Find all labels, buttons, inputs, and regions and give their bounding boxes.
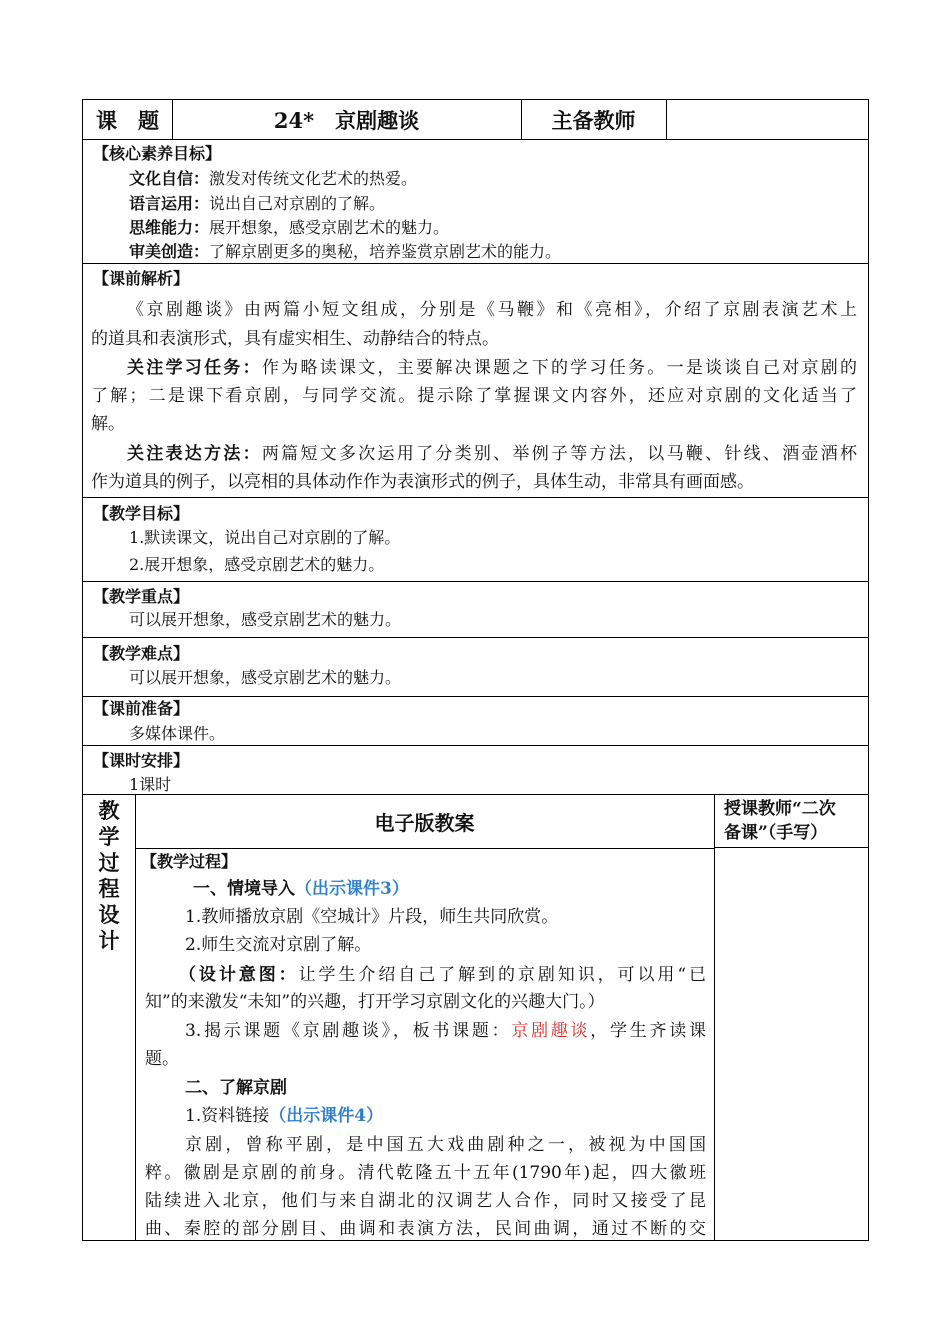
topic-label: 课 题 [83,100,173,139]
core-item: 思维能力：展开想象，感受京剧艺术的魅力。 [129,218,450,237]
process-side-label: 教 学 过 程 设 计 [98,798,120,953]
courseware-tag: （出示课件3） [295,879,409,899]
board-title: 京剧趣谈 [511,1021,591,1041]
process-line: 题。 [145,1049,179,1069]
schedule-text: 1课时 [129,775,172,794]
analysis-text: 解。 [91,414,125,434]
key-points-text: 可以展开想象，感受京剧艺术的魅力。 [129,610,402,629]
difficulty-text: 可以展开想象，感受京剧艺术的魅力。 [129,668,402,687]
analysis-section [83,264,868,498]
analysis-text: 《京剧趣谈》由两篇小短文组成，分别是《马鞭》和《亮相》，介绍了京剧表演艺术上 [127,300,857,320]
lesson-plan-column-title: 电子版教案 [135,795,714,849]
notes-column-title: 授课教师“二次 备课”（手写） [714,795,868,848]
lesson-plan-column [135,795,715,1240]
process-line: 3.揭示课题《京剧趣谈》，板书课题：京剧趣谈，学生齐读课 [185,1021,707,1041]
process-line: 1.教师播放京剧《空城计》片段，师生共同欣赏。 [185,907,559,927]
lesson-title: 24* 京剧趣谈 [172,100,522,139]
key-points-heading: 【教学重点】 [93,587,190,606]
prep-heading: 【课前准备】 [93,699,190,718]
process-heading: 【教学过程】 [141,852,238,871]
reading-text: 粹。徽剧是京剧的前身。清代乾隆五十五年(1790年)起，四大徽班 [145,1163,706,1183]
handwritten-notes-column [714,795,868,1240]
difficulty-heading: 【教学难点】 [93,644,190,663]
core-goals-section [83,139,868,264]
goal-item: 2.展开想象，感受京剧艺术的魅力。 [129,555,385,574]
analysis-text: 关注学习任务：作为略读课文，主要解决课题之下的学习任务。一是谈谈自己对京剧的 [127,358,858,378]
analysis-text: 关注表达方法：两篇短文多次运用了分类别、举例子等方法，以马鞭、针线、酒壶酒杯 [127,444,858,464]
process-section [83,795,868,1240]
key-points-section [83,582,868,638]
teacher-label: 主备教师 [521,100,667,139]
prep-section [83,697,868,746]
teaching-goals-heading: 【教学目标】 [93,504,190,523]
core-item: 语言运用：说出自己对京剧的了解。 [129,194,386,213]
section-title: 二、了解京剧 [185,1078,287,1098]
difficulty-section [83,638,868,697]
analysis-text: 了解；二是课下看京剧，与同学交流。提示除了掌握课文内容外，还应对京剧的文化适当了 [91,386,857,406]
process-line: 2.师生交流对京剧了解。 [185,935,372,955]
lesson-plan-table [82,99,869,1241]
process-line: 1.资料链接（出示课件4） [185,1106,384,1126]
header-row [83,100,868,140]
core-item: 文化自信：激发对传统文化艺术的热爱。 [129,169,418,188]
prep-text: 多媒体课件。 [129,724,226,743]
analysis-text: 作为道具的例子，以亮相的具体动作作为表演形式的例子，具体生动，非常具有画面感。 [91,472,754,492]
courseware-tag: （出示课件4） [269,1106,384,1126]
core-item: 审美创造：了解京剧更多的奥秘，培养鉴赏京剧艺术的能力。 [129,242,562,261]
schedule-section [83,746,868,795]
goal-item: 1.默读课文，说出自己对京剧的了解。 [129,528,401,547]
reading-text: 陆续进入北京，他们与来自湖北的汉调艺人合作，同时又接受了昆 [145,1191,706,1211]
core-goals-heading: 【核心素养目标】 [93,144,222,163]
process-side-column [83,795,136,1240]
section-title: 一、情境导入（出示课件3） [193,879,409,899]
schedule-heading: 【课时安排】 [93,751,190,770]
analysis-text: 的道具和表演形式，具有虚实相生、动静结合的特点。 [91,329,499,349]
design-intent: （设计意图：让学生介绍自己了解到的京剧知识，可以用“已 [179,965,706,985]
teaching-goals-section [83,498,868,582]
design-intent: 知”的来激发“未知”的兴趣，打开学习京剧文化的兴趣大门。） [145,992,605,1012]
reading-text: 京剧，曾称平剧，是中国五大戏曲剧种之一，被视为中国国 [185,1135,706,1155]
analysis-heading: 【课前解析】 [93,269,190,288]
teacher-value [666,100,868,139]
reading-text: 曲、秦腔的部分剧目、曲调和表演方法，民间曲调，通过不断的交 [145,1219,706,1239]
